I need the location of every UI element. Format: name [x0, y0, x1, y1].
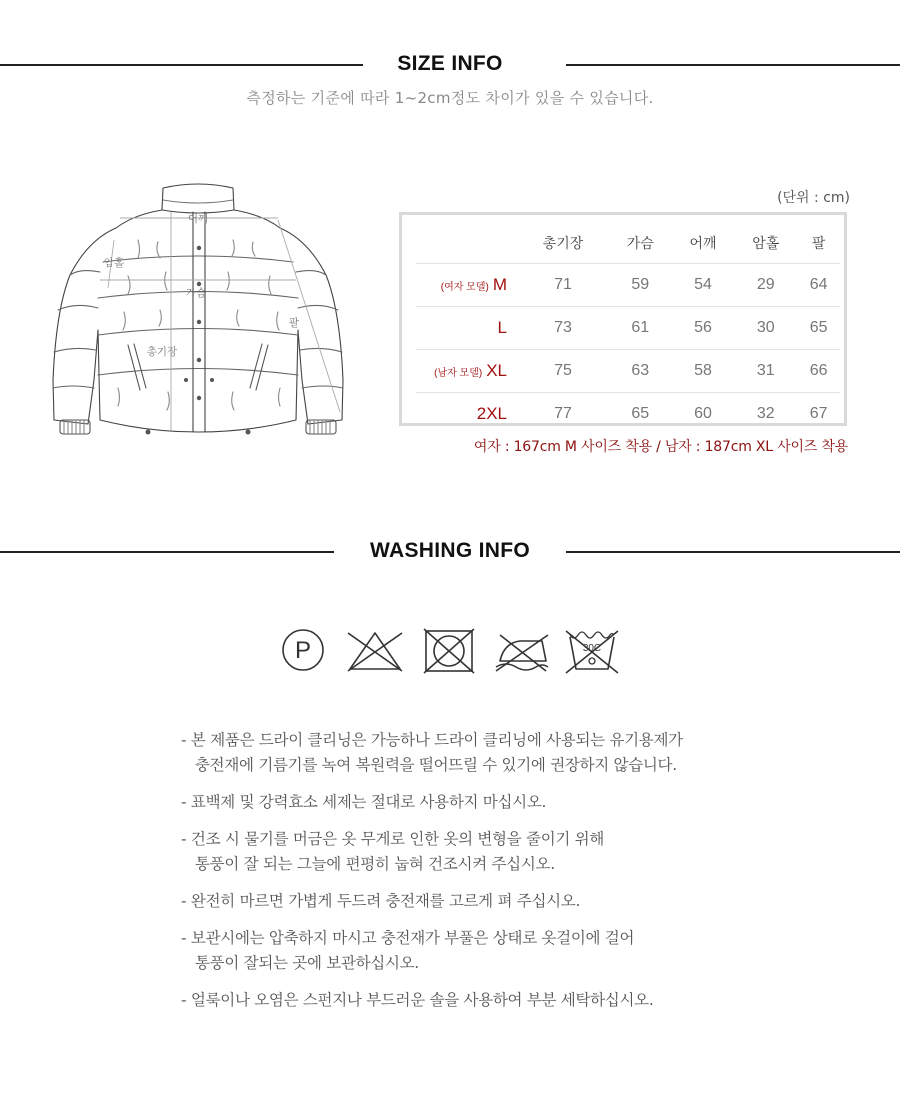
- no-iron-icon: [490, 627, 552, 675]
- list-item: [181, 827, 801, 877]
- no-wash-30c-icon: [564, 627, 620, 675]
- table-cell: 32: [756, 405, 775, 422]
- table-cell: 77: [554, 405, 572, 422]
- size-row-xl: [416, 350, 840, 393]
- sleeve-label: 팔: [288, 317, 300, 329]
- instruction-text: 통풍이 잘 되는 그늘에 편평히 눕혀 건조시켜 주십시오.: [195, 855, 555, 873]
- size-info-header: [0, 49, 900, 79]
- dry-clean-letter: P: [294, 637, 312, 664]
- list-item: [181, 988, 801, 1013]
- size-row-2xl: [416, 393, 840, 436]
- length-label: 총기장: [146, 346, 178, 358]
- size-label-cell: [416, 307, 517, 350]
- list-item: [181, 926, 801, 976]
- size-row-m: [416, 264, 840, 307]
- model-note-label: (남자 모델): [434, 368, 483, 379]
- size-label: L: [497, 318, 507, 337]
- washing-info-header: [0, 536, 900, 566]
- list-item: [181, 889, 801, 914]
- table-cell: 73: [517, 307, 609, 350]
- table-cell: 30: [734, 307, 797, 350]
- shoulder-label: 어깨: [187, 213, 209, 225]
- armhole-label: 암홀: [103, 257, 125, 269]
- list-item: [181, 790, 801, 815]
- table-cell: 56: [672, 307, 735, 350]
- instruction-text: - 본 제품은 드라이 클리닝은 가능하나 드라이 클리닝에 사용되는 유기용제가: [181, 731, 683, 749]
- model-fit-note: 여자 : 167cm M 사이즈 착용 / 남자 : 187cm XL 사이즈 착용: [473, 439, 848, 455]
- table-cell: 64: [797, 264, 840, 307]
- table-cell: 65: [797, 307, 840, 350]
- table-cell: 61: [609, 307, 672, 350]
- care-instructions: [181, 728, 801, 1025]
- table-cell: 65: [631, 405, 650, 422]
- instruction-text: - 얼룩이나 오염은 스펀지나 부드러운 솔을 사용하여 부분 세탁하십시오.: [181, 991, 654, 1009]
- size-column-header: [416, 223, 517, 264]
- column-header-shoulder: 어깨: [672, 223, 735, 264]
- column-header-chest: 가슴: [609, 223, 672, 264]
- temperature-label: 30C: [582, 643, 602, 654]
- size-row-l: [416, 307, 840, 350]
- size-table: [416, 223, 840, 435]
- size-label-cell: [416, 350, 517, 393]
- instruction-text: 충전재에 기름기를 녹여 복원력을 떨어뜨릴 수 있기에 권장하지 않습니다.: [195, 756, 677, 774]
- table-cell: 54: [672, 264, 735, 307]
- header-rule-right: [566, 64, 900, 66]
- header-rule-right: [566, 551, 900, 553]
- size-table-box: [399, 212, 847, 426]
- list-item: [181, 728, 801, 778]
- size-table-header-row: [416, 223, 840, 264]
- column-header-length: 총기장: [517, 223, 609, 264]
- size-info-title: SIZE INFO: [397, 52, 503, 75]
- table-cell: 66: [797, 350, 840, 393]
- care-symbols: [278, 627, 623, 675]
- table-cell: 71: [517, 264, 609, 307]
- table-cell: 31: [734, 350, 797, 393]
- table-cell: 58: [672, 350, 735, 393]
- table-cell: 63: [609, 350, 672, 393]
- chest-label: 가슴: [185, 287, 207, 299]
- size-info-subtitle: 측정하는 기준에 따라 1~2cm정도 차이가 있을 수 있습니다.: [246, 89, 654, 107]
- instruction-text: - 건조 시 물기를 머금은 옷 무게로 인한 옷의 변형을 줄이기 위해: [181, 830, 605, 848]
- size-label: XL: [486, 361, 507, 380]
- dry-clean-p-icon: [280, 627, 326, 673]
- instruction-text: - 보관시에는 압축하지 마시고 충전재가 부풀은 상태로 옷걸이에 걸어: [181, 929, 635, 947]
- instruction-text: - 표백제 및 강력효소 세제는 절대로 사용하지 마십시오.: [181, 793, 547, 811]
- table-cell: 75: [517, 350, 609, 393]
- instruction-text: - 완전히 마르면 가볍게 두드려 충전재를 고르게 펴 주십시오.: [181, 892, 581, 910]
- table-cell: 29: [734, 264, 797, 307]
- size-label: M: [492, 275, 507, 294]
- puffer-jacket-diagram: [48, 180, 348, 442]
- table-cell: 59: [609, 264, 672, 307]
- table-cell: 67: [809, 405, 828, 422]
- column-header-armhole: 암홀: [734, 223, 797, 264]
- unit-label: (단위 : cm): [777, 190, 850, 206]
- no-tumble-dry-icon: [422, 627, 476, 675]
- table-cell: 60: [694, 405, 712, 422]
- size-label-cell: [416, 393, 517, 436]
- column-header-sleeve: 팔: [797, 223, 840, 264]
- instruction-text: 통풍이 잘되는 곳에 보관하십시오.: [195, 954, 419, 972]
- washing-info-title: WASHING INFO: [370, 539, 530, 562]
- size-label: 2XL: [476, 404, 507, 423]
- no-bleach-icon: [344, 627, 406, 673]
- size-label-cell: [416, 264, 517, 307]
- model-note-label: (여자 모델): [440, 282, 489, 293]
